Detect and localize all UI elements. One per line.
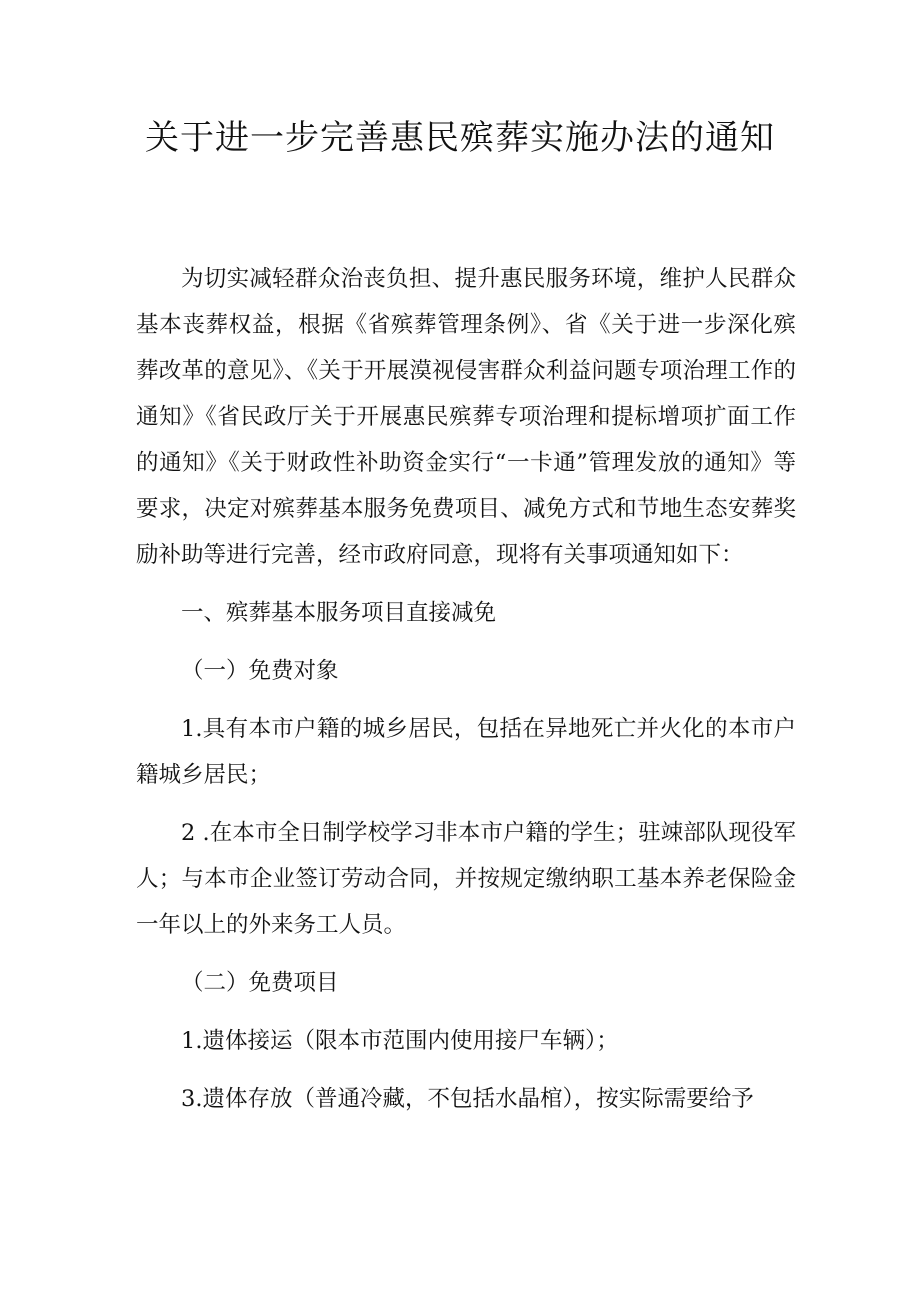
free-item-1: 1.遗体接运（限本市范围内使用接尸车辆）； [181,1028,619,1054]
intro-paragraph: 为切实减轻群众治丧负担、提升惠民服务环境，维护人民群众基本丧葬权益，根据《省殡葬管理条例》、省《关于进一步深化殡葬改革的意见》、《关于开展漠视侵害群众利益问题专项治理工作的通知》《省民政厅关于开展惠民殡葬专项治理和提标增项扩面工作的通知》《关于财政性补助资金实行“一卡通”管理发放的通知》等要求，决定对殡葬基本服务免费项目、减免方式和节地生态安葬奖励补助等进行完善，经市政府同意，现将有关事项通知如下： [136,266,796,568]
subsection-heading-free-items: （二）免费项目 [181,970,339,996]
subsection-heading-free-recipients: （一）免费对象 [181,658,339,684]
section-heading-1: 一、殡葬基本服务项目直接减免 [181,600,497,626]
free-item-3: 3.遗体存放（普通冷藏，不包括水晶棺），按实际需要给予 [181,1086,754,1112]
document-body [136,256,796,1122]
list-item-2: 2 .在本市全日制学校学习非本市户籍的学生；驻竦部队现役军人；与本市企业签订劳动合同，并按规定缴纳职工基本养老保险金一年以上的外来务工人员。 [136,820,796,938]
list-item-1: 1.具有本市户籍的城乡居民，包括在异地死亡并火化的本市户籍城乡居民； [136,716,796,788]
document-title: 关于进一步完善惠民殡葬实施办法的通知 [145,118,775,158]
